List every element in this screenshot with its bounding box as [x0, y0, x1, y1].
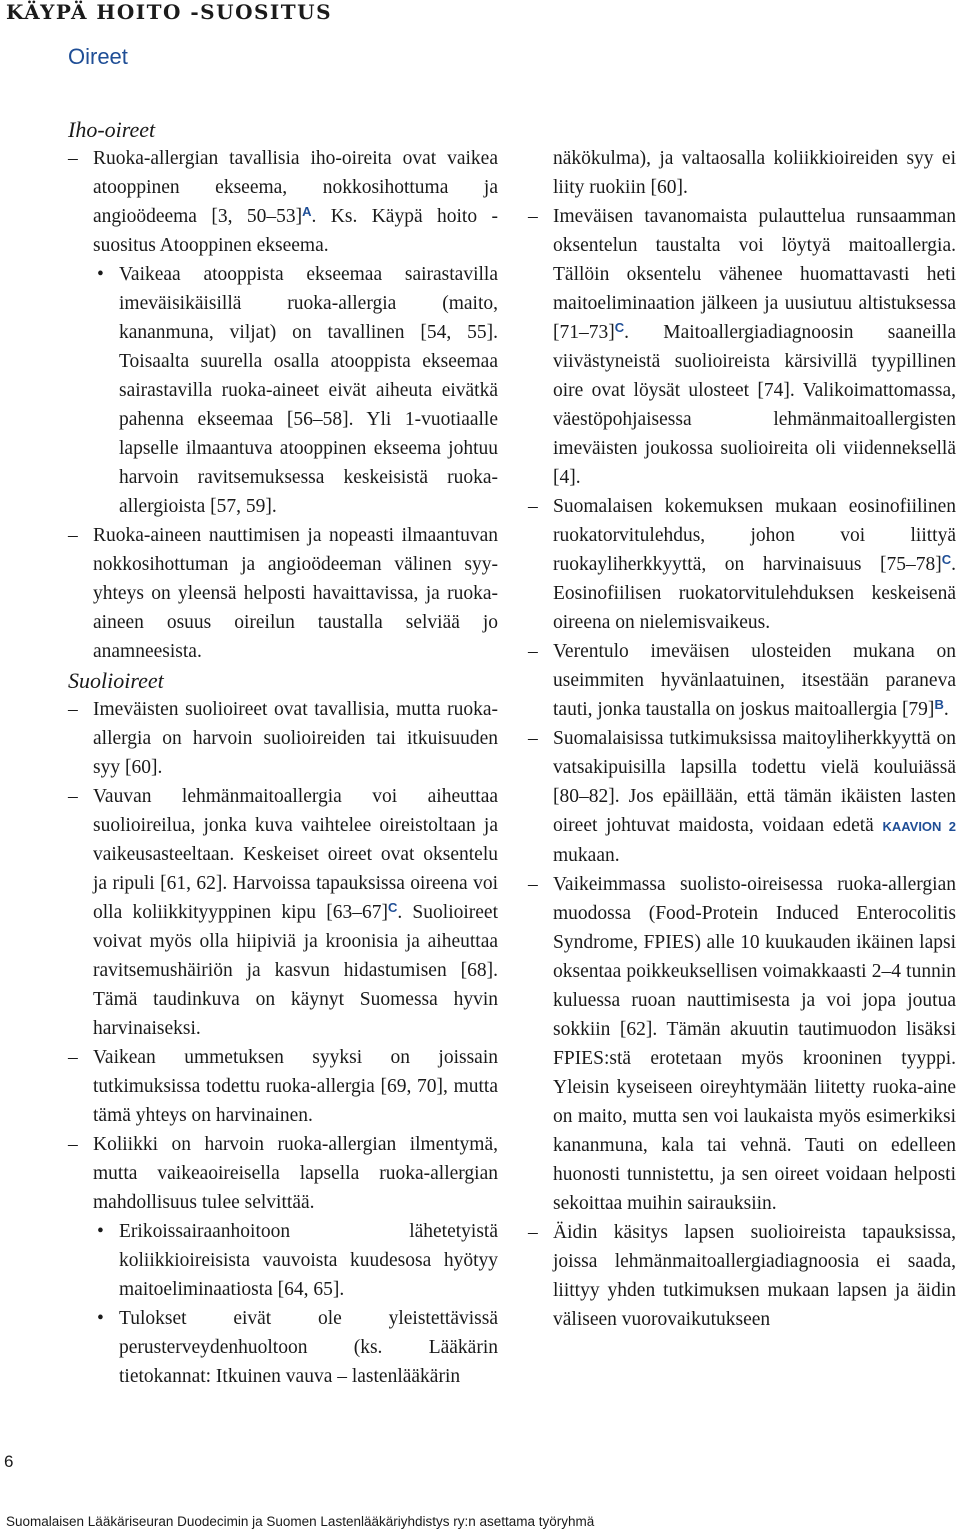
evidence-grade: C: [941, 552, 952, 567]
flowchart-link[interactable]: KAAVION 2: [882, 819, 957, 834]
evidence-grade: C: [614, 320, 625, 335]
bullet-item: • Vaikeaa atooppista ekseemaa sairastavilla imeväisikäisillä ruoka-allergia (maito, kananmuna, viljat) on tavallinen [54, 55]. Toisaalta suurella osalla atooppista ekseemaa sairastavilla ruoka-aineet eivät aiheuta eivätkä pahenna ekseemaa [56–58]. Yli 1-vuotiaalle lapselle ilmaantuva atooppinen ekseema johtuu harvoin ravitsemuksessa keskeisistä ruoka-allergioista [57, 59].: [68, 260, 498, 521]
list-item: – Verentulo imeväisen ulosteiden mukana on useimmiten hyvänlaatuinen, itsestään paraneva tauti, jonka taustalla on joskus maitoallergia $[79]^B$.: [528, 637, 956, 724]
footer-text: Suomalaisen Lääkäriseuran Duodecimin ja Suomen Lastenlääkäriyhdistys ry:n asettama työryhmä: [6, 1514, 595, 1529]
list-item: – Ruoka-aineen nauttimisen ja nopeasti ilmaantuvan nokkosihottuman ja angioödeeman välinen syy-yhteys on yleensä helposti havaittavissa, ja ruoka-aineen osuus oireilun taustalla selviää jo anamneesista.: [68, 521, 498, 666]
heading-skin-symptoms: Iho-oireet: [68, 117, 156, 142]
list-item: – Ruoka-allergian tavallisia iho-oireita ovat vaikea atooppinen ekseema, nokkosihottuma ja angioödeema [3, 50–53]$^A$. Ks. Käypä hoito -suositus Atooppinen ekseema.: [68, 144, 498, 260]
list-item: – Imeväisen tavanomaista pulauttelua runsaamman oksentelun taustalta voi löytyä maitoallergia. Tällöin oksentelu vähenee huomattavasti heti maitoeliminaation jälkeen ja uusiutuu altistuksessa $[71-73]^C$. Maitoallergiadiagnoosin saaneilla viivästyneistä suolioireista kärsivillä tyypillinen oire ovat löysät ulosteet [74]. Valikoimattomassa, väestöpohjaisessa lehmänmaitoallergisten imeväisten joukossa suolioireita oli viidenneksellä [4].: [528, 202, 956, 492]
running-header: KÄYPÄ HOITO -SUOSITUS: [6, 0, 333, 24]
bullet-item: • Erikoissairaanhoitoon lähetetyistä koliikkioireisista vauvoista kuudesosa hyötyy maitoeliminaatiosta [64, 65].: [68, 1217, 498, 1304]
list-item: – Vaikean ummetuksen syyksi on joissain tutkimuksissa todettu ruoka-allergia [69, 70], mutta tämä yhteys on harvinainen.: [68, 1043, 498, 1130]
evidence-grade: B: [934, 697, 944, 712]
section-title: Oireet: [68, 44, 128, 69]
evidence-grade: C: [387, 900, 398, 915]
list-item: – Koliikki on harvoin ruoka-allergian ilmentymä, mutta vaikeaoireisella lapsella ruoka-allergian mahdollisuus tulee selvittää.: [68, 1130, 498, 1217]
right-column: [528, 144, 956, 1334]
left-column: [68, 115, 498, 1391]
list-item: – Vaikeimmassa suolisto-oireisessa ruoka-allergian muodossa (Food-Protein Induced Enterocolitis Syndrome, FPIES) alle 10 kuukauden ikäinen lapsi oksentaa poikkeuksellisen voimakkaasti 2–4 tunnin kuluessa ruoan nauttimisesta ja voi jopa joutua sokkiin [62]. Tämän akuutin tautimuodon lisäksi FPIES:stä erotetaan myös krooninen tyyppi. Yleisin kyseiseen oireyhtymään liitetty ruoka-aine on maito, mutta sen voi laukaista myös esimerkiksi kananmuna, kala tai vehnä. Tauti on edelleen huonosti tunnistettu, ja sen oireet voidaan helposti sekoittaa muihin sairauksiin.: [528, 870, 956, 1218]
list-item: – Imeväisten suolioireet ovat tavallisia, mutta ruoka-allergia on harvoin suolioireiden tai itkuisuuden syy [60].: [68, 695, 498, 782]
list-item: – Suomalaisissa tutkimuksissa maitoyliherkkyyttä on vatsakipuisilla lapsilla todettu vielä kouluiässä [80–82]. Jos epäillään, että tämän ikäisten lasten oireet johtuvat maidosta, voidaan edetä KAAVION 2 mukaan.: [528, 724, 956, 870]
evidence-grade: A: [302, 204, 312, 219]
heading-gut-symptoms: Suolioireet: [68, 668, 164, 693]
list-item: – Äidin käsitys lapsen suolioireista tapauksissa, joissa lehmänmaitoallergiadiagnoosia ei saada, liittyy yhden tutkimuksen mukaan lapsen ja äidin väliseen vuorovaikutukseen: [528, 1218, 956, 1334]
page-number: 6: [4, 1452, 14, 1471]
list-item: – Suomalaisen kokemuksen mukaan eosinofiilinen ruokatorvitulehdus, johon voi liittyä ruokayliherkkyyttä, on harvinaisuus $[75-78]^C$. Eosinofiilisen ruokatorvitulehduksen keskeisenä oireena on nielemisvaikeus.: [528, 492, 956, 637]
list-item: – Vauvan lehmänmaitoallergia voi aiheuttaa suolioireilua, jonka kuva vaihtelee oireistoltaan ja vaikeusasteeltaan. Keskeiset oireet ovat oksentelu ja ripuli [61, 62]. Harvoissa tapauksissa oireena voi olla koliikkityyppinen kipu $[63-67]^C$. Suolioireet voivat myös olla hiipiviä ja kroonisia ja aiheuttaa ravitsemushäiriön ja kasvun hidastumisen [68]. Tämä taudinkuva on käynyt Suomessa hyvin harvinaiseksi.: [68, 782, 498, 1043]
continued-text: näkökulma), ja valtaosalla koliikkioireiden syy ei liity ruokiin [60].: [553, 148, 956, 198]
bullet-item: • Tulokset eivät ole yleistettävissä perusterveydenhuoltoon (ks. Lääkärin tietokannat: Itkuinen vauva – lastenlääkärin: [68, 1304, 498, 1391]
